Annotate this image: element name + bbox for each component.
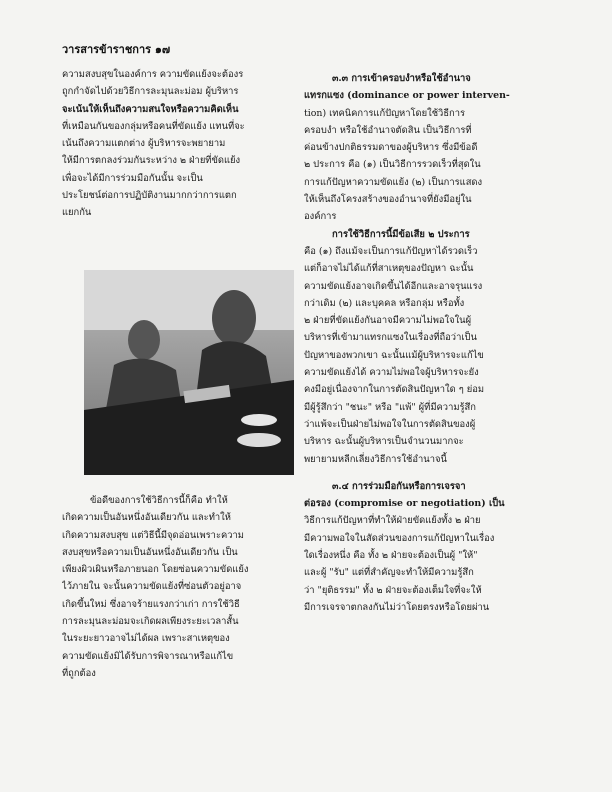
photograph (84, 270, 294, 475)
text-line: พยายามหลีกเลี่ยงวิธีการใช้อำนาจนี้ (304, 453, 447, 465)
text-line: เกิดขึ้นใหม่ ซึ่งอาจร้ายแรงกว่าเก่า การใช้วิธี (62, 598, 240, 610)
text-line: ความสงบสุขในองค์การ ความขัดแย้งจะต้องร (62, 69, 244, 80)
text-line: บริหาร ฉะนั้นผู้บริหารเป็นจำนวนมากจะ (304, 436, 464, 448)
right-column (304, 70, 554, 616)
text-line: เพื่อจะได้มีการร่วมมือกันนั้น จะเป็น (62, 172, 203, 184)
photo-people-at-table-icon (84, 270, 294, 475)
left-column-top (62, 66, 302, 222)
text-line: ให้มีการตกลงร่วมกันระหว่าง ๒ ฝ่ายที่ขัดแย้ง (62, 155, 241, 167)
text-line: ความขัดแย้งได้ ความไม่พอใจผู้บริหารจะยัง (304, 367, 479, 379)
text-line: มีความพอใจในสัดส่วนของการแก้ปัญหาในเรื่อง (304, 532, 495, 544)
text-line: ๓.๔ การร่วมมือกันหรือการเจรจา (332, 480, 466, 492)
text-line: เกิดความเป็นอันหนึ่งอันเดียวกัน และทำให้ (62, 512, 231, 524)
text-line: จะเน้นให้เห็นถึงความสนใจหรือความคิดเห็น (62, 103, 239, 115)
text-line: tion) เทคนิคการแก้ปัญหาโดยใช้วิธีการ (304, 107, 466, 119)
text-line: ถูกกำจัดไปด้วยวิธีการละมุนละม่อม ผู้บริหาร (62, 86, 239, 98)
text-line: เน้นถึงความแตกต่าง ผู้บริหารจะพยายาม (62, 138, 226, 150)
text-line: บริหารที่เข้ามาแทรกแซงในเรื่องที่ถือว่าเป็น (304, 332, 477, 344)
text-line: แต่ก็อาจไม่ได้แก้ที่สาเหตุของปัญหา ฉะนั้น (304, 263, 474, 275)
text-line: คงมีอยู่เนื่องจากในการตัดสินปัญหาใด ๆ ย่อม (304, 384, 485, 396)
text-line: เกิดความสงบสุข แต่วิธีนี้มีจุดอ่อนเพราะความ (62, 529, 244, 541)
text-line: ๒ ฝ่ายที่ขัดแย้งกันอาจมีความไม่พอใจในผู้ (304, 315, 472, 327)
text-line: ให้เห็นถึงโครงสร้างของอำนาจที่ยังมีอยู่ใน (304, 194, 472, 206)
text-line: และผู้ "รับ" แต่ที่สำคัญจะทำให้มีความรู้สึก (304, 567, 474, 579)
text-line: ครอบงำ หรือใช้อำนาจตัดสิน เป็นวิธีการที่ (304, 124, 472, 136)
text-line: ต่อรอง (compromise or negotiation) เป็น (304, 498, 505, 510)
text-line: ๒ ประการ คือ (๑) เป็นวิธีการรวดเร็วที่สุดใน (304, 159, 481, 171)
text-line: คือ (๑) ถึงแม้จะเป็นการแก้ปัญหาได้รวดเร็ว (304, 245, 478, 257)
text-line: มีผู้รู้สึกว่า "ชนะ" หรือ "แพ้" ผู้ที่มีความรู้สึก (304, 401, 476, 413)
text-line: ค่อนข้างปกติธรรมดาของผู้บริหาร ซึ่งมีข้อดี (304, 142, 478, 154)
text-line: ความขัดแย้งอาจเกิดขึ้นได้อีกและอาจรุนแรง (304, 280, 483, 292)
text-line: การแก้ปัญหาความขัดแย้ง (๒) เป็นการแสดง (304, 176, 483, 188)
text-line: วิธีการแก้ปัญหาที่ทำให้ฝ่ายขัดแย้งทั้ง ๒ ฝ่าย (304, 515, 481, 527)
text-line: สงบสุขหรือความเป็นอันหนึ่งอันเดียวกัน เป็น (62, 546, 238, 558)
text-line: ว่าแพ้จะเป็นฝ่ายไม่พอใจในการตัดสินของผู้ (304, 418, 476, 430)
text-line: ความขัดแย้งมิได้รับการพิจารณาหรือแก้ไข (62, 650, 234, 662)
text-line: ๓.๓ การเข้าครอบงำหรือใช้อำนาจ (332, 73, 471, 84)
text-line: ใดเรื่องหนึ่ง คือ ทั้ง ๒ ฝ่ายจะต้องเป็นผู้ "ให้" (304, 550, 478, 562)
text-line: ข้อดีของการใช้วิธีการนี้ก็คือ ทำให้ (90, 495, 228, 506)
text-line: แทรกแซง (dominance or power interven- (304, 90, 510, 102)
text-line: องค์การ (304, 211, 337, 223)
text-line: การละมุนละม่อมจะเกิดผลเพียงระยะเวลาสั้น (62, 616, 239, 628)
text-line: กว่าเดิม (๒) และบุคคล หรือกลุ่ม หรือทั้ง (304, 297, 465, 309)
text-line: ในระยะยาวอาจไม่ได้ผล เพราะสาเหตุของ (62, 633, 230, 645)
running-header: วารสารข้าราชการ ๑๗ (62, 43, 171, 56)
text-line (304, 468, 554, 478)
text-line: แยกกัน (62, 207, 92, 219)
text-line: มีการเจรจาตกลงกันไม่ว่าโดยตรงหรือโดยผ่าน (304, 601, 490, 613)
text-line: การใช้วิธีการนี้มีข้อเสีย ๒ ประการ (332, 228, 470, 240)
text-line: ไว้ภายใน จะนั้นความขัดแย้งที่ซ่อนตัวอยู่อาจ (62, 581, 242, 593)
left-column-bottom (62, 492, 302, 682)
text-line: ที่เหมือนกันของกลุ่มหรือคนที่ขัดแย้ง แทนที่จะ (62, 120, 245, 132)
text-line: เพียงผิวเผินหรือภายนอก โดยซ่อนความขัดแย้ง (62, 564, 249, 576)
text-line: ประโยชน์ต่อการปฏิบัติงานมากกว่าการแตก (62, 190, 237, 202)
text-line: ปัญหาของพวกเขา ฉะนั้นแม้ผู้บริหารจะแก้ไข (304, 349, 484, 361)
text-line: ที่ถูกต้อง (62, 667, 96, 679)
text-line: ว่า "ยุติธรรม" ทั้ง ๒ ฝ่ายจะต้องเต็มใจที่จะให้ (304, 584, 482, 596)
